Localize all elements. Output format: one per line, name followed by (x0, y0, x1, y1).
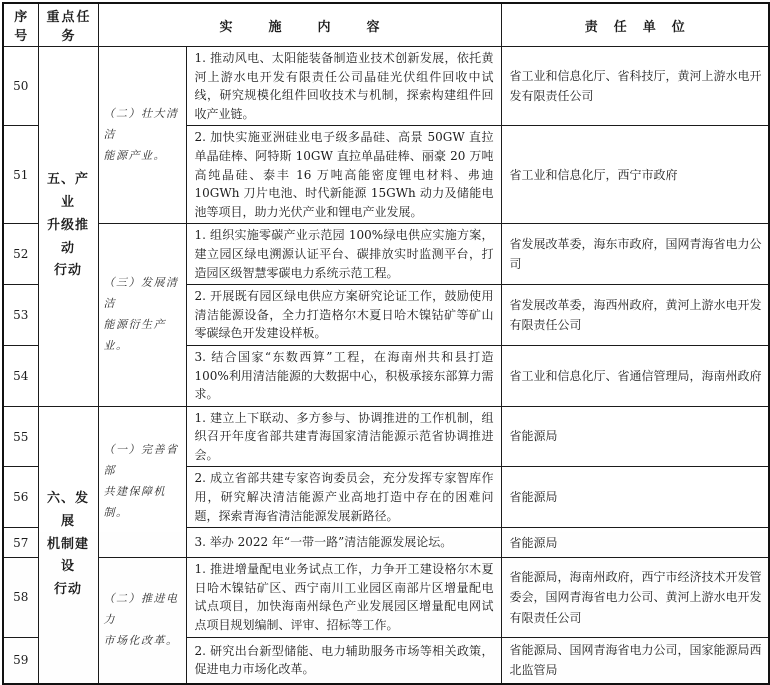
row-no: 54 (3, 345, 38, 406)
task-category-cell: 五、产业 升级推动 行动 (38, 47, 98, 407)
implementation-content: 2. 加快实施亚洲硅业电子级多晶硅、高景 50GW 直拉单晶硅棒、阿特斯 10GW 直拉单晶硅棒、丽豪 20 万吨高纯晶硅、泰丰 16 万吨高能密度锂电材料、弗迪 10GWh 刀片电池、时代新能源 15GWh 动力及储能电池等项目，助力光伏产业和锂电产业发展。 (186, 126, 501, 224)
table-row (3, 47, 769, 126)
implementation-content: 1. 推动风电、太阳能装备制造业技术创新发展，依托黄河上游水电开发有限责任公司晶硅光伏组件回收中试线，研究规模化组件回收技术与机制，探索构建组件回收产业链。 (186, 47, 501, 126)
responsible-unit: 省能源局、国网青海省电力公司，国家能源局西北监管局 (501, 637, 769, 684)
row-no: 57 (3, 528, 38, 558)
row-no: 58 (3, 558, 38, 637)
implementation-content: 2. 开展既有园区绿电供应方案研究论证工作，鼓励使用清洁能源设备，全力打造格尔木夏日哈木镍钴矿等矿山零碳绿色开发建设样板。 (186, 285, 501, 346)
responsible-unit: 省能源局 (501, 467, 769, 528)
header-cell-content: 实施内容 (98, 3, 501, 47)
task-subcategory-cell: （一）完善省部 共建保障机制。 (98, 406, 186, 558)
row-no: 51 (3, 126, 38, 224)
task-subcategory-cell: （三）发展清洁 能源衍生产业。 (98, 224, 186, 406)
row-no: 55 (3, 406, 38, 467)
implementation-content: 3. 结合国家“东数西算”工程，在海南州共和县打造 100%利用清洁能源的大数据中心，积极承接东部算力需求。 (186, 345, 501, 406)
row-no: 56 (3, 467, 38, 528)
row-no: 52 (3, 224, 38, 285)
header-cell-task: 重点任务 (38, 3, 98, 47)
responsible-unit: 省工业和信息化厅，西宁市政府 (501, 126, 769, 224)
header-cell-no: 序号 (3, 3, 38, 47)
action-plan-table (2, 2, 770, 685)
responsible-unit: 省能源局 (501, 528, 769, 558)
implementation-content: 3. 举办 2022 年“一带一路”清洁能源发展论坛。 (186, 528, 501, 558)
row-no: 53 (3, 285, 38, 346)
header-row (3, 3, 769, 47)
task-subcategory-cell: （二）壮大清洁 能源产业。 (98, 47, 186, 224)
table-row (3, 406, 769, 467)
implementation-content: 1. 推进增量配电业务试点工作，力争开工建设格尔木夏日哈木镍钴矿区、西宁南川工业园区南部片区增量配电试点项目，加快海南州绿色产业发展园区增量配电网试点项目规划编制、评审、招标等工作。 (186, 558, 501, 637)
implementation-content: 2. 成立省部共建专家咨询委员会，充分发挥专家智库作用，研究解决清洁能源产业高地打造中存在的困难问题，探索青海省清洁能源发展新路径。 (186, 467, 501, 528)
responsible-unit: 省工业和信息化厅、省通信管理局，海南州政府 (501, 345, 769, 406)
task-subcategory-cell: （二）推进电力 市场化改革。 (98, 558, 186, 684)
implementation-content: 2. 研究出台新型储能、电力辅助服务市场等相关政策，促进电力市场化改革。 (186, 637, 501, 684)
responsible-unit: 省能源局 (501, 406, 769, 467)
responsible-unit: 省发展改革委，海西州政府，黄河上游水电开发有限责任公司 (501, 285, 769, 346)
header-cell-unit: 责任单位 (501, 3, 769, 47)
table-row (3, 224, 769, 285)
responsible-unit: 省工业和信息化厅、省科技厅，黄河上游水电开发有限责任公司 (501, 47, 769, 126)
implementation-content: 1. 建立上下联动、多方参与、协调推进的工作机制，组织召开年度省部共建青海国家清洁能源示范省协调推进会。 (186, 406, 501, 467)
task-category-cell: 六、发展 机制建设 行动 (38, 406, 98, 684)
responsible-unit: 省发展改革委，海东市政府，国网青海省电力公司 (501, 224, 769, 285)
table-row (3, 558, 769, 637)
responsible-unit: 省能源局，海南州政府，西宁市经济技术开发管委会，国网青海省电力公司、黄河上游水电开发有限责任公司 (501, 558, 769, 637)
row-no: 59 (3, 637, 38, 684)
row-no: 50 (3, 47, 38, 126)
implementation-content: 1. 组织实施零碳产业示范园 100%绿电供应实施方案，建立园区绿电溯源认证平台、碳排放实时监测平台，打造园区级智慧零碳电力系统示范工程。 (186, 224, 501, 285)
